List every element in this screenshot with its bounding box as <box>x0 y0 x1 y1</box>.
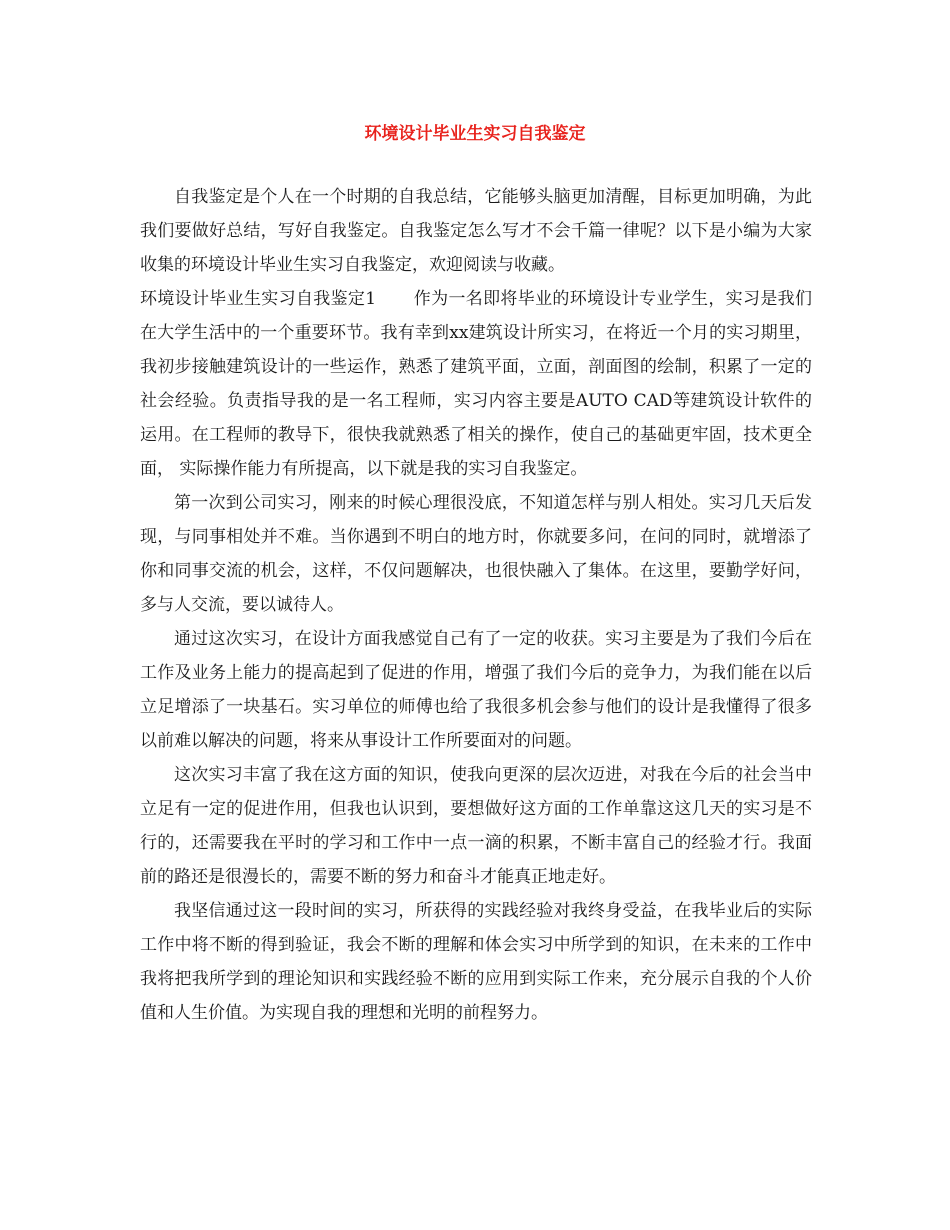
body-paragraph: 通过这次实习，在设计方面我感觉自己有了一定的收获。实习主要是为了我们今后在工作及业务上能力的提高起到了促进的作用，增强了我们今后的竞争力，为我们能在以后立足增添了一块基石。实习单位的师傅也给了我很多机会参与他们的设计是我懂得了很多以前难以解决的问题，将来从事设计工作所要面对的问题。 <box>140 629 812 751</box>
body-paragraph: 这次实习丰富了我在这方面的知识，使我向更深的层次迈进，对我在今后的社会当中立足有一定的促进作用，但我也认识到，要想做好这方面的工作单靠这这几天的实习是不行的，还需要我在平时的学习和工作中一点一滴的积累，不断丰富自己的经验才行。我面前的路还是很漫长的，需要不断的努力和奋斗才能真正地走好。 <box>140 765 812 887</box>
body-paragraph: 第一次到公司实习，刚来的时候心理很没底，不知道怎样与别人相处。实习几天后发现，与同事相处并不难。当你遇到不明白的地方时，你就要多问，在问的同时，就增添了你和同事交流的机会，这样，不仅问题解决，也很快融入了集体。在这里，要勤学好问，多与人交流，要以诚待人。 <box>140 493 812 615</box>
section-first-text: 作为一名即将毕业的环境设计专业学生，实习是我们在大学生活中的一个重要环节。我有幸到xx建筑设计所实习，在将近一个月的实习期里，我初步接触建筑设计的一些运作，熟悉了建筑平面，立面，剖面图的绘制，积累了一定的社会经验。负责指导我的是一名工程师，实习内容主要是AUTO CAD等建筑设计软件的运用。在工程师的教导下，很快我就熟悉了相关的操作，使自己的基础更牢固，技术更全面， 实际操作能力有所提高，以下就是我的实习自我鉴定。 <box>140 289 812 479</box>
document-body <box>140 180 812 1030</box>
intro-paragraph: 自我鉴定是个人在一个时期的自我总结，它能够头脑更加清醒，目标更加明确，为此我们要做好总结，写好自我鉴定。自我鉴定怎么写才不会千篇一律呢？以下是小编为大家收集的环境设计毕业生实习自我鉴定，欢迎阅读与收藏。 <box>140 187 812 275</box>
section-paragraph <box>140 282 812 486</box>
section-heading: 环境设计毕业生实习自我鉴定1 <box>140 289 377 309</box>
document-title: 环境设计毕业生实习自我鉴定 <box>364 124 586 144</box>
body-paragraph: 我坚信通过这一段时间的实习，所获得的实践经验对我终身受益，在我毕业后的实际工作中将不断的得到验证，我会不断的理解和体会实习中所学到的知识，在未来的工作中我将把我所学到的理论知识和实践经验不断的应用到实际工作来，充分展示自我的个人价值和人生价值。为实现自我的理想和光明的前程努力。 <box>140 901 812 1023</box>
